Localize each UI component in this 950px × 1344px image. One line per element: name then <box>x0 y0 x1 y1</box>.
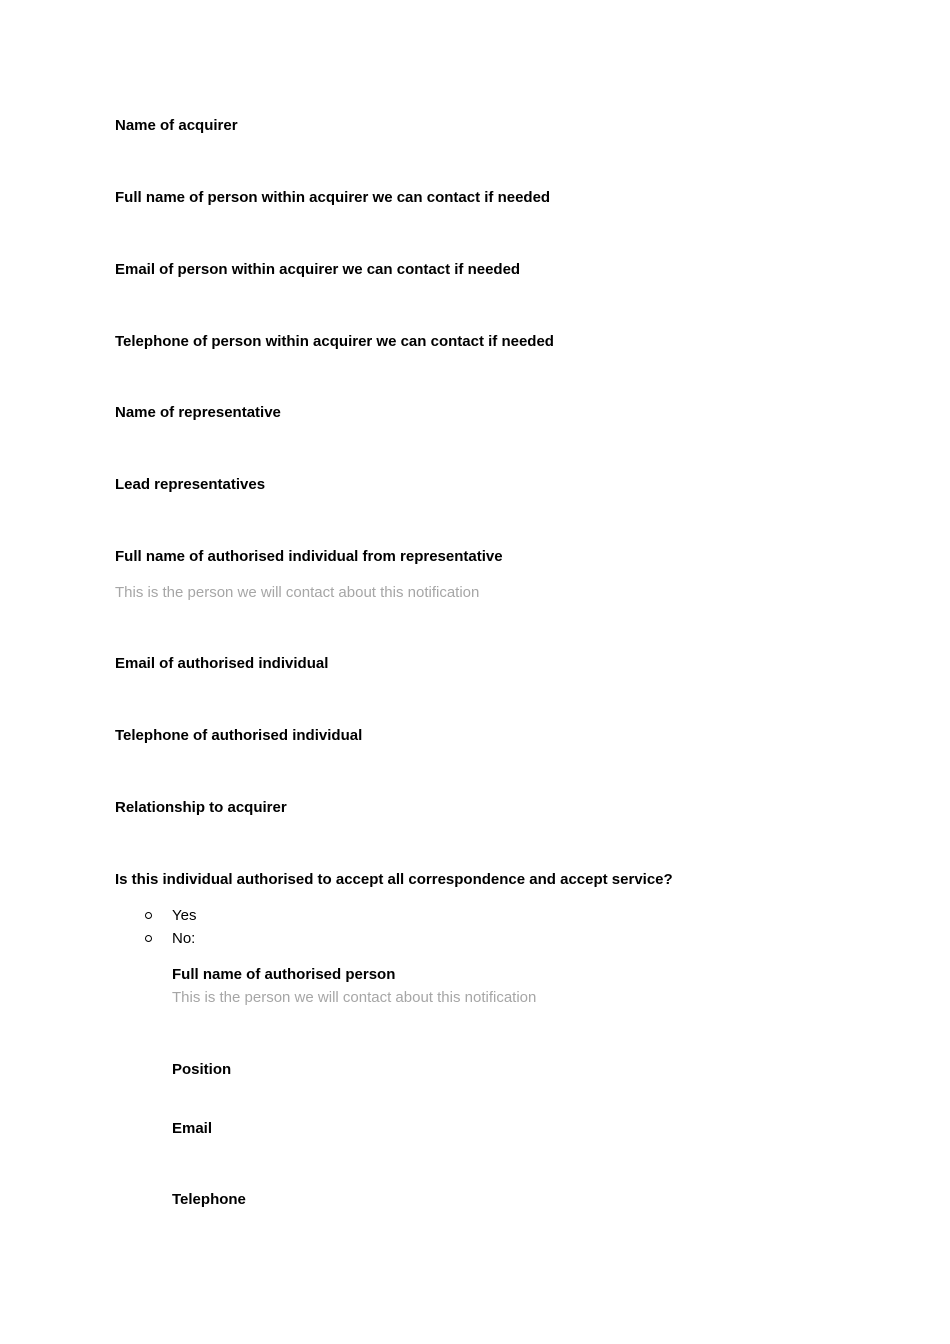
representative-name-label: Name of representative <box>115 404 281 421</box>
option-yes-label[interactable]: Yes <box>172 907 197 924</box>
acquirer-name-label: Name of acquirer <box>115 117 238 134</box>
telephone-label: Telephone <box>172 1191 246 1208</box>
authorised-full-name-hint: This is the person we will contact about this notification <box>115 584 480 601</box>
option-no-radio[interactable] <box>145 935 152 942</box>
contact-full-name-label: Full name of person within acquirer we can contact if needed <box>115 189 551 206</box>
contact-email-label: Email of person within acquirer we can contact if needed <box>115 261 521 278</box>
email-label: Email <box>172 1120 213 1137</box>
lead-representatives-label: Lead representatives <box>115 476 266 493</box>
authorisation-question-label: Is this individual authorised to accept all correspondence and accept service? <box>115 871 673 888</box>
option-no-label[interactable]: No: <box>172 930 196 947</box>
authorised-person-full-name-hint: This is the person we will contact about this notification <box>172 989 537 1006</box>
position-label: Position <box>172 1061 232 1078</box>
authorised-telephone-label: Telephone of authorised individual <box>115 727 363 744</box>
authorised-email-label: Email of authorised individual <box>115 655 329 672</box>
option-yes-radio[interactable] <box>145 912 152 919</box>
authorised-full-name-label: Full name of authorised individual from representative <box>115 548 503 565</box>
contact-telephone-label: Telephone of person within acquirer we can contact if needed <box>115 333 554 350</box>
relationship-label: Relationship to acquirer <box>115 799 287 816</box>
authorised-person-full-name-label: Full name of authorised person <box>172 966 396 983</box>
